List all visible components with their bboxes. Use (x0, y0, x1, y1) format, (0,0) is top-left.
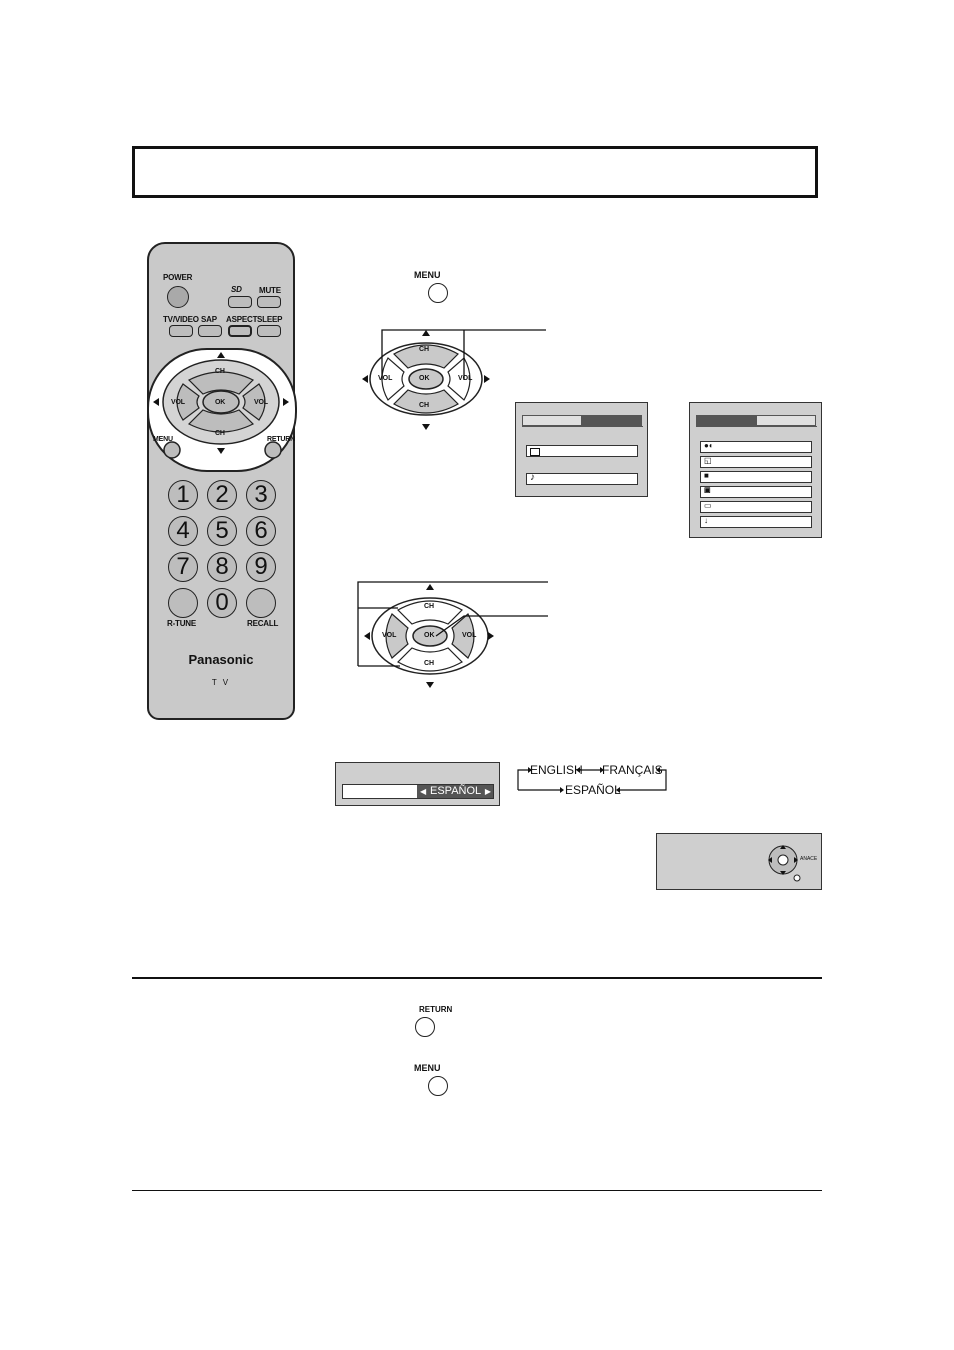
sleep-label: SLEEP (257, 315, 283, 324)
other-icon: ↓ (704, 516, 708, 525)
remote-vol-left-label: VOL (171, 399, 185, 406)
section-divider (132, 977, 822, 979)
display-icon: ▭ (704, 501, 712, 510)
menu-button (164, 442, 180, 458)
audio-row-picture[interactable] (526, 445, 638, 457)
left-arrow-icon: ◀ (420, 787, 427, 796)
number-6-button[interactable]: 6 (246, 516, 276, 546)
dpad1-vol-right-label: VOL (458, 375, 473, 382)
dpad-mini-icon (765, 842, 805, 884)
aspect-button[interactable] (228, 325, 252, 337)
mute-label: MUTE (259, 286, 281, 295)
remote-ok-label: OK (215, 399, 226, 406)
note-menu-button[interactable] (428, 1076, 448, 1096)
remote-vol-right-label: VOL (254, 399, 268, 406)
dpad2-ch-down-label: CH (424, 660, 435, 667)
power-label: POWER (163, 273, 193, 282)
menu-screen-audio (515, 402, 648, 497)
remote-control (147, 242, 295, 720)
language-row[interactable] (342, 784, 494, 799)
setup-row-3[interactable] (700, 471, 812, 483)
setup-tab-1 (696, 415, 756, 426)
brand-logo: Panasonic (188, 652, 254, 667)
setup-row-5[interactable] (700, 501, 812, 513)
help-screen-thumbnail (656, 833, 822, 890)
language-selected-value: ESPAÑOL (430, 785, 482, 797)
language-selector[interactable] (417, 785, 493, 798)
power-button[interactable] (167, 286, 189, 308)
sap-label: SAP (201, 315, 217, 324)
sd-label: SD (231, 285, 242, 294)
audio-row-sound[interactable] (526, 473, 638, 485)
sleep-button[interactable] (257, 325, 281, 337)
dpad1-ch-down-label: CH (419, 402, 430, 409)
aspect-label: ASPECT (226, 315, 258, 324)
r-tune-label: R-TUNE (167, 619, 197, 628)
help-thumb-label: ANACE (800, 856, 818, 862)
remote-return-label: RETURN (267, 436, 295, 443)
picture-icon (530, 448, 540, 456)
dpad-arrow-right (283, 398, 289, 406)
dpad2-vol-right-label: VOL (462, 632, 477, 639)
language-icon: ●◐ (704, 441, 714, 450)
setup-row-2[interactable] (700, 456, 812, 468)
menu-screen-setup (689, 402, 822, 538)
step1-menu-label: MENU (414, 270, 441, 280)
number-0-button[interactable]: 0 (207, 588, 237, 618)
model-label: T V (211, 678, 231, 687)
setup-row-1[interactable] (700, 441, 812, 453)
language-option-espanol: ESPAÑOL (565, 783, 621, 797)
number-4-button[interactable]: 4 (168, 516, 198, 546)
language-option-francais: FRANÇAIS (602, 763, 663, 777)
number-2-button[interactable]: 2 (207, 480, 237, 510)
sd-button[interactable] (228, 296, 252, 308)
remote-ch-down-label: CH (215, 430, 225, 437)
mute-button[interactable] (257, 296, 281, 308)
page-title-box (132, 146, 818, 198)
number-5-button[interactable]: 5 (207, 516, 237, 546)
number-1-button[interactable]: 1 (168, 480, 198, 510)
step1-menu-button[interactable] (428, 283, 448, 303)
right-arrow-icon: ▶ (484, 787, 491, 796)
note-return-label: RETURN (419, 1005, 453, 1014)
language-screen (335, 762, 500, 806)
dpad1-ok-label: OK (419, 375, 430, 382)
note-menu-label: MENU (414, 1063, 441, 1073)
audio-tab-1 (522, 415, 582, 426)
dpad1-ch-up-label: CH (419, 346, 430, 353)
tv-video-label: TV/VIDEO (163, 315, 199, 324)
setup-tab-2 (756, 415, 816, 426)
remote-ch-up-label: CH (215, 368, 225, 375)
dpad2-vol-left-label: VOL (382, 632, 397, 639)
dpad-arrow-up (217, 352, 225, 358)
audio-tab-2 (582, 415, 642, 426)
note-return-button[interactable] (415, 1017, 435, 1037)
setup-row-6[interactable] (700, 516, 812, 528)
return-button (265, 442, 281, 458)
number-8-button[interactable]: 8 (207, 552, 237, 582)
sap-button[interactable] (198, 325, 222, 337)
number-7-button[interactable]: 7 (168, 552, 198, 582)
clock-icon: ◱ (704, 456, 712, 465)
cc-icon: ▣ (704, 487, 711, 494)
remote-menu-label: MENU (153, 436, 173, 443)
dpad2-ok-label: OK (424, 632, 435, 639)
tv-video-button[interactable] (169, 325, 193, 337)
dpad2-ch-up-label: CH (424, 603, 435, 610)
dpad1-vol-left-label: VOL (378, 375, 393, 382)
music-note-icon: ♪ (530, 472, 535, 483)
number-9-button[interactable]: 9 (246, 552, 276, 582)
language-option-english: ENGLISH (530, 763, 583, 777)
r-tune-button[interactable] (168, 588, 198, 618)
dpad-arrow-down (217, 448, 225, 454)
lock-icon: ■ (704, 471, 709, 480)
recall-label: RECALL (247, 619, 279, 628)
recall-button[interactable] (246, 588, 276, 618)
bottom-rule (132, 1190, 822, 1191)
number-3-button[interactable]: 3 (246, 480, 276, 510)
setup-row-4[interactable] (700, 486, 812, 498)
dpad-arrow-left (153, 398, 159, 406)
navigation-highlight (147, 348, 297, 472)
